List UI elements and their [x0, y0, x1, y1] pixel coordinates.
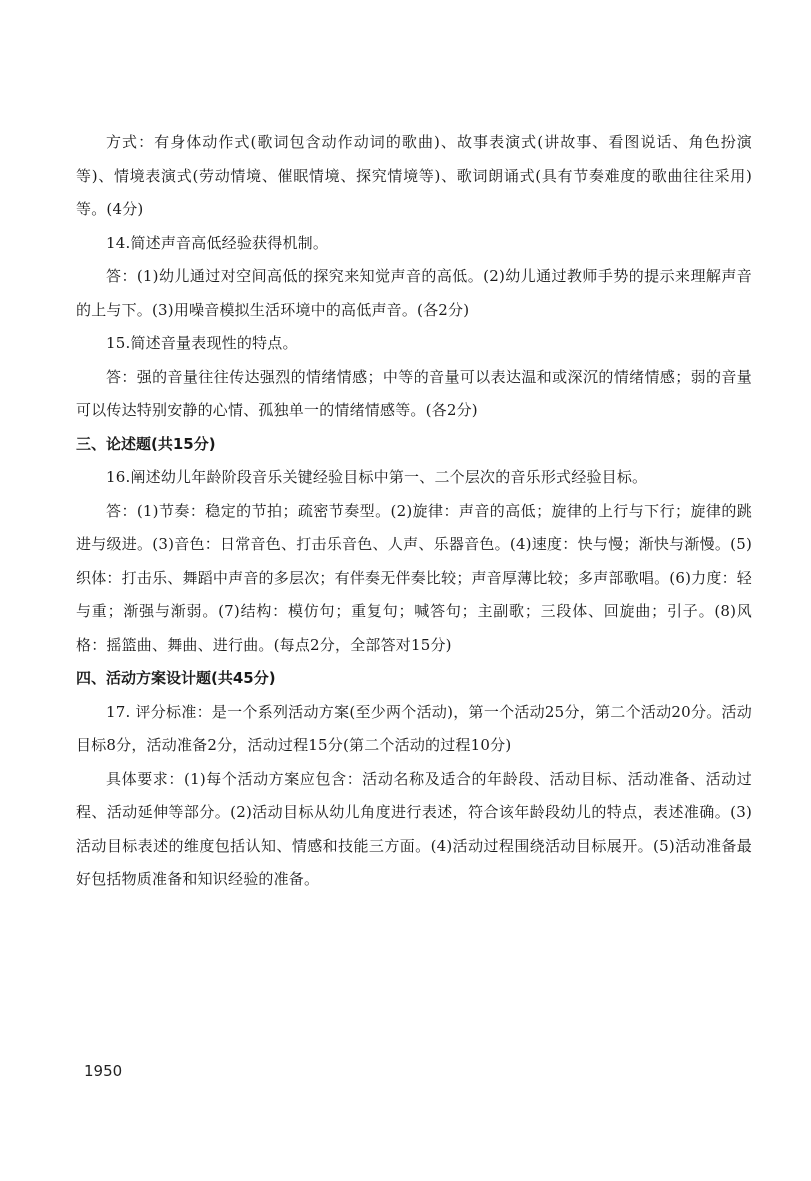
- document-body: [76, 126, 752, 897]
- paragraph: 答：(1)幼儿通过对空间高低的探究来知觉声音的高低。(2)幼儿通过教师手势的提示来理解声音的上与下。(3)用噪音模拟生活环境中的高低声音。(各2分): [76, 267, 752, 319]
- paragraph: 具体要求：(1)每个活动方案应包含：活动名称及适合的年龄段、活动目标、活动准备、活动过程、活动延伸等部分。(2)活动目标从幼儿角度进行表述，符合该年龄段幼儿的特点，表述准确。(3)活动目标表述的维度包括认知、情感和技能三方面。(4)活动过程围绕活动目标展开。(5)活动准备最好包括物质准备和知识经验的准备。: [76, 769, 752, 888]
- paragraph: 16.阐述幼儿年龄阶段音乐关键经验目标中第一、二个层次的音乐形式经验目标。: [106, 468, 648, 486]
- paragraph: 答：(1)节奏：稳定的节拍；疏密节奏型。(2)旋律：声音的高低；旋律的上行与下行；旋律的跳进与级进。(3)音色：日常音色、打击乐音色、人声、乐器音色。(4)速度：快与慢；渐快与渐慢。(5)织体：打击乐、舞蹈中声音的多层次；有伴奏无伴奏比较；声音厚薄比较；多声部歌唱。(6)力度：轻与重；渐强与渐弱。(7)结构：模仿句；重复句；喊答句；主副歌；三段体、回旋曲；引子。(8)风格：摇篮曲、舞曲、进行曲。(每点2分，全部答对15分): [76, 501, 752, 654]
- paragraph: 14.简述声音高低经验获得机制。: [106, 233, 329, 252]
- section-heading: 四、活动方案设计题(共45分): [76, 669, 276, 687]
- paragraph: 15.简述音量表现性的特点。: [106, 334, 298, 352]
- paragraph: 17. 评分标准：是一个系列活动方案(至少两个活动)，第一个活动25分，第二个活动20分。活动目标8分，活动准备2分，活动过程15分(第二个活动的过程10分): [76, 702, 752, 754]
- page-number: 1950: [84, 1062, 123, 1080]
- paragraph: 方式：有身体动作式(歌词包含动作动词的歌曲)、故事表演式(讲故事、看图说话、角色扮演等)、情境表演式(劳动情境、催眠情境、探究情境等)、歌词朗诵式(具有节奏难度的歌曲往往采用)等。(4分): [76, 133, 752, 218]
- section-heading: 三、论述题(共15分): [76, 434, 216, 453]
- paragraph: 答：强的音量往往传达强烈的情绪情感；中等的音量可以表达温和或深沉的情绪情感；弱的音量可以传达特别安静的心情、孤独单一的情绪情感等。(各2分): [76, 367, 752, 419]
